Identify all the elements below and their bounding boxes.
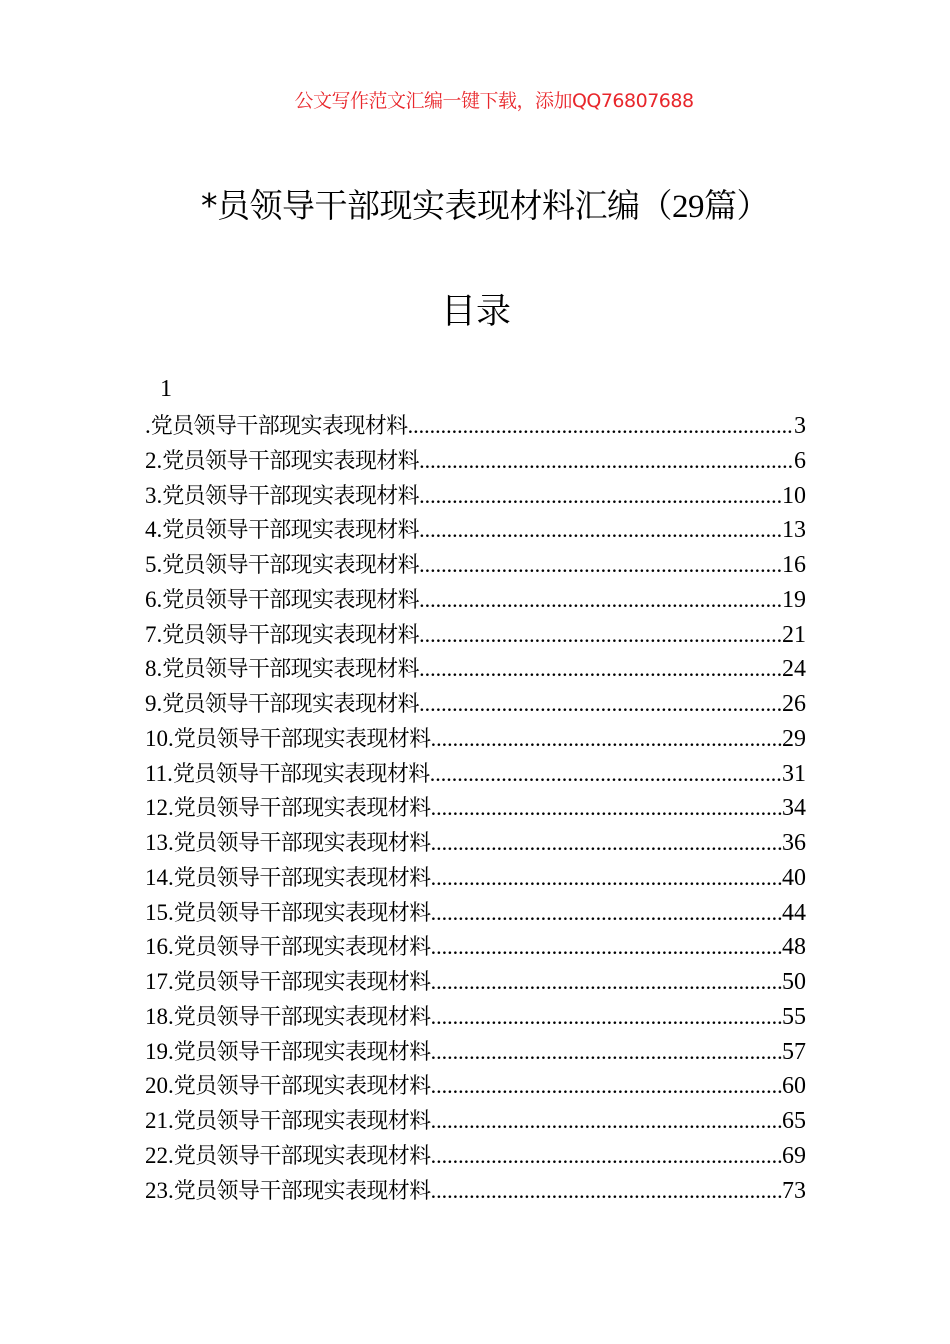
toc-entry-title: 党员领导干部现实表现材料 (173, 796, 431, 822)
toc-entry-number: 19 (145, 1038, 168, 1064)
title-prefix: *员领导干部现实表现材料汇编（ (201, 186, 672, 225)
toc-entry-period: . (168, 899, 174, 925)
toc-entry-label (145, 548, 419, 579)
title-suffix: 篇） (704, 186, 769, 225)
toc-entry-title: 党员领导干部现实表现材料 (162, 657, 420, 683)
toc-entry-number: 7 (145, 621, 157, 647)
toc-entry-title: 党员领导干部现实表现材料 (162, 692, 420, 717)
toc-entry-label (145, 1035, 431, 1066)
toc-entry-label (145, 652, 419, 683)
toc-entry-page: 65 (782, 1108, 806, 1134)
toc-entry-number: 22 (145, 1142, 168, 1168)
toc-entry-period: . (167, 760, 173, 786)
dot-leader (419, 517, 782, 543)
table-of-contents (145, 409, 806, 1208)
toc-entry-page: 44 (782, 899, 806, 926)
toc-entry-number: 8 (145, 656, 157, 682)
toc-entry-period: . (168, 1038, 174, 1064)
toc-entry[interactable] (145, 826, 806, 861)
toc-entry[interactable] (145, 1104, 806, 1139)
toc-entry-label (145, 1000, 431, 1031)
toc-entry-title: 党员领导干部现实表现材料 (162, 483, 420, 509)
toc-entry-period: . (168, 969, 174, 994)
dot-leader (430, 761, 782, 787)
toc-entry-number: 11 (145, 760, 168, 786)
toc-entry[interactable] (145, 1035, 806, 1070)
toc-entry-label (145, 861, 431, 892)
toc-entry-number: 9 (145, 691, 157, 716)
toc-entry-number: 6 (145, 586, 157, 612)
toc-entry-title: 党员领导干部现实表现材料 (173, 1039, 431, 1065)
toc-entry-label (145, 896, 431, 927)
toc-entry-label (145, 1139, 431, 1170)
toc-entry-number: 21 (145, 1108, 168, 1133)
toc-entry[interactable] (145, 652, 806, 687)
toc-entry-period: . (156, 621, 163, 647)
toc-entry-period: . (168, 1108, 174, 1133)
toc-entry-title: 党员领导干部现实表现材料 (162, 553, 420, 578)
dot-leader (431, 1108, 782, 1134)
toc-entry-title: 党员领导干部现实表现材料 (162, 622, 420, 648)
toc-entry-title: 党员领导干部现实表现材料 (162, 448, 420, 474)
toc-entry[interactable] (145, 1174, 806, 1209)
dot-leader (419, 448, 794, 474)
toc-entry-page: 26 (782, 691, 806, 717)
toc-entry-title: 党员领导干部现实表现材料 (173, 1109, 431, 1134)
dot-leader (431, 865, 782, 891)
toc-entry-label (145, 1174, 431, 1205)
toc-entry-period: . (156, 586, 163, 612)
toc-entry-number: 23 (145, 1177, 168, 1203)
toc-entry[interactable] (145, 687, 806, 722)
toc-entry-number: 13 (145, 830, 168, 855)
toc-entry-period: . (168, 1073, 174, 1099)
toc-entry[interactable] (145, 583, 806, 618)
toc-entry-page: 3 (794, 413, 806, 439)
toc-entry-title: 党员领导干部现实表现材料 (173, 865, 431, 891)
dot-leader (431, 1143, 782, 1169)
toc-entry-period: . (168, 1177, 174, 1203)
title-count: 29 (672, 189, 704, 225)
toc-entry-number: 10 (145, 725, 168, 751)
toc-entry-label (145, 1104, 431, 1135)
toc-entry-page: 73 (782, 1177, 806, 1204)
toc-entry[interactable] (145, 757, 806, 792)
toc-entry-title: 党员领导干部现实表现材料 (173, 726, 431, 752)
toc-entry-period: . (168, 864, 174, 890)
dot-leader (419, 483, 782, 509)
toc-first-number: 1 (160, 376, 172, 402)
toc-entry-page: 60 (782, 1073, 806, 1100)
dot-leader (431, 934, 782, 960)
toc-entry[interactable] (145, 409, 806, 444)
toc-entry-page: 69 (782, 1142, 806, 1169)
toc-entry[interactable] (145, 896, 806, 931)
toc-entry-period: . (168, 830, 174, 855)
toc-entry-period: . (168, 1142, 174, 1168)
toc-entry-page: 31 (782, 760, 806, 787)
dot-leader (419, 656, 782, 682)
toc-entry-period: . (156, 517, 163, 543)
dot-leader (431, 1178, 782, 1204)
dot-leader (431, 1039, 782, 1065)
toc-entry-number: 5 (145, 552, 157, 577)
toc-entry-title: 党员领导干部现实表现材料 (173, 935, 431, 961)
dot-leader (431, 1073, 782, 1099)
toc-entry-title: 党员领导干部现实表现材料 (173, 970, 431, 995)
toc-entry-label (145, 757, 430, 788)
toc-entry-number: 4 (145, 517, 157, 543)
toc-entry[interactable] (145, 1139, 806, 1174)
toc-entry-page: 57 (782, 1038, 806, 1065)
toc-entry-period: . (156, 656, 163, 682)
toc-entry-label (145, 409, 408, 440)
toc-entry-period: . (168, 1003, 174, 1029)
toc-entry-label (145, 1069, 431, 1100)
toc-entry-period: . (168, 795, 174, 821)
toc-entry-number: 15 (145, 899, 168, 925)
toc-entry-title: 党员领导干部现实表现材料 (173, 1178, 431, 1204)
toc-entry-page: 21 (782, 621, 806, 648)
toc-entry-page: 40 (782, 864, 806, 891)
toc-entry-period: . (156, 482, 163, 508)
document-title (0, 180, 950, 227)
toc-entry[interactable] (145, 513, 806, 548)
dot-leader (419, 691, 782, 717)
dot-leader (431, 795, 782, 821)
toc-entry[interactable] (145, 548, 806, 583)
toc-entry[interactable] (145, 930, 806, 965)
toc-entry-title: 党员领导干部现实表现材料 (173, 1143, 431, 1169)
toc-entry-label (145, 722, 431, 753)
toc-entry-label (145, 444, 419, 475)
toc-entry-number: 20 (145, 1073, 168, 1099)
dot-leader (408, 413, 794, 439)
toc-entry-period: . (168, 725, 174, 751)
toc-entry-label (145, 618, 419, 649)
dot-leader (431, 900, 782, 926)
dot-leader (419, 622, 782, 648)
toc-entry-period: . (145, 413, 151, 438)
toc-entry-period: . (156, 447, 163, 473)
toc-entry-number: 17 (145, 969, 168, 994)
toc-entry[interactable] (145, 965, 806, 1000)
toc-entry-page: 36 (782, 830, 806, 856)
toc-entry-label (145, 513, 419, 544)
toc-entry-label (145, 791, 431, 822)
toc-entry-page: 34 (782, 795, 806, 822)
toc-heading: 目录 (440, 292, 511, 332)
toc-entry-page: 48 (782, 934, 806, 961)
toc-entry[interactable] (145, 618, 806, 653)
toc-entry-title: 党员领导干部现实表现材料 (150, 414, 408, 439)
toc-entry-page: 24 (782, 656, 806, 683)
toc-entry-page: 50 (782, 969, 806, 995)
toc-entry-title: 党员领导干部现实表现材料 (173, 831, 431, 856)
toc-entry-page: 6 (794, 447, 806, 474)
toc-entry-number: 18 (145, 1003, 168, 1029)
toc-entry-number: 14 (145, 864, 168, 890)
download-banner: 公文写作范文汇编一键下载，添加QQ76807688 (294, 90, 694, 112)
toc-entry[interactable] (145, 722, 806, 757)
dot-leader (419, 552, 782, 578)
toc-entry[interactable] (145, 1069, 806, 1104)
toc-entry-label (145, 930, 431, 961)
toc-entry[interactable] (145, 791, 806, 826)
toc-entry-title: 党员领导干部现实表现材料 (173, 1004, 431, 1030)
toc-entry-title: 党员领导干部现实表现材料 (172, 761, 430, 787)
toc-entry-number: 3 (145, 482, 157, 508)
toc-entry-page: 19 (782, 586, 806, 613)
toc-entry-page: 16 (782, 552, 806, 578)
toc-entry[interactable] (145, 444, 806, 479)
toc-entry-number: 12 (145, 795, 168, 821)
toc-entry-page: 29 (782, 725, 806, 752)
toc-entry-label (145, 583, 419, 614)
dot-leader (431, 726, 782, 752)
toc-entry-number: 2 (145, 447, 157, 473)
toc-entry-period: . (156, 552, 163, 577)
toc-entry-page: 13 (782, 517, 806, 544)
toc-entry-label (145, 479, 419, 510)
toc-entry-period: . (168, 934, 174, 960)
toc-entry-page: 55 (782, 1003, 806, 1030)
dot-leader (431, 830, 782, 856)
toc-entry-label (145, 965, 431, 996)
toc-entry-label (145, 826, 431, 857)
toc-entry-page: 10 (782, 482, 806, 509)
toc-entry-title: 党员领导干部现实表现材料 (173, 900, 431, 926)
toc-entry-title: 党员领导干部现实表现材料 (173, 1074, 431, 1100)
toc-entry[interactable] (145, 1000, 806, 1035)
toc-entry[interactable] (145, 861, 806, 896)
toc-entry-period: . (156, 691, 163, 716)
toc-entry-title: 党员领导干部现实表现材料 (162, 587, 420, 613)
toc-entry-label (145, 687, 419, 718)
dot-leader (431, 1004, 782, 1030)
toc-entry-title: 党员领导干部现实表现材料 (162, 518, 420, 544)
toc-entry-number: 16 (145, 934, 168, 960)
dot-leader (431, 969, 782, 995)
toc-entry[interactable] (145, 479, 806, 514)
dot-leader (419, 587, 782, 613)
